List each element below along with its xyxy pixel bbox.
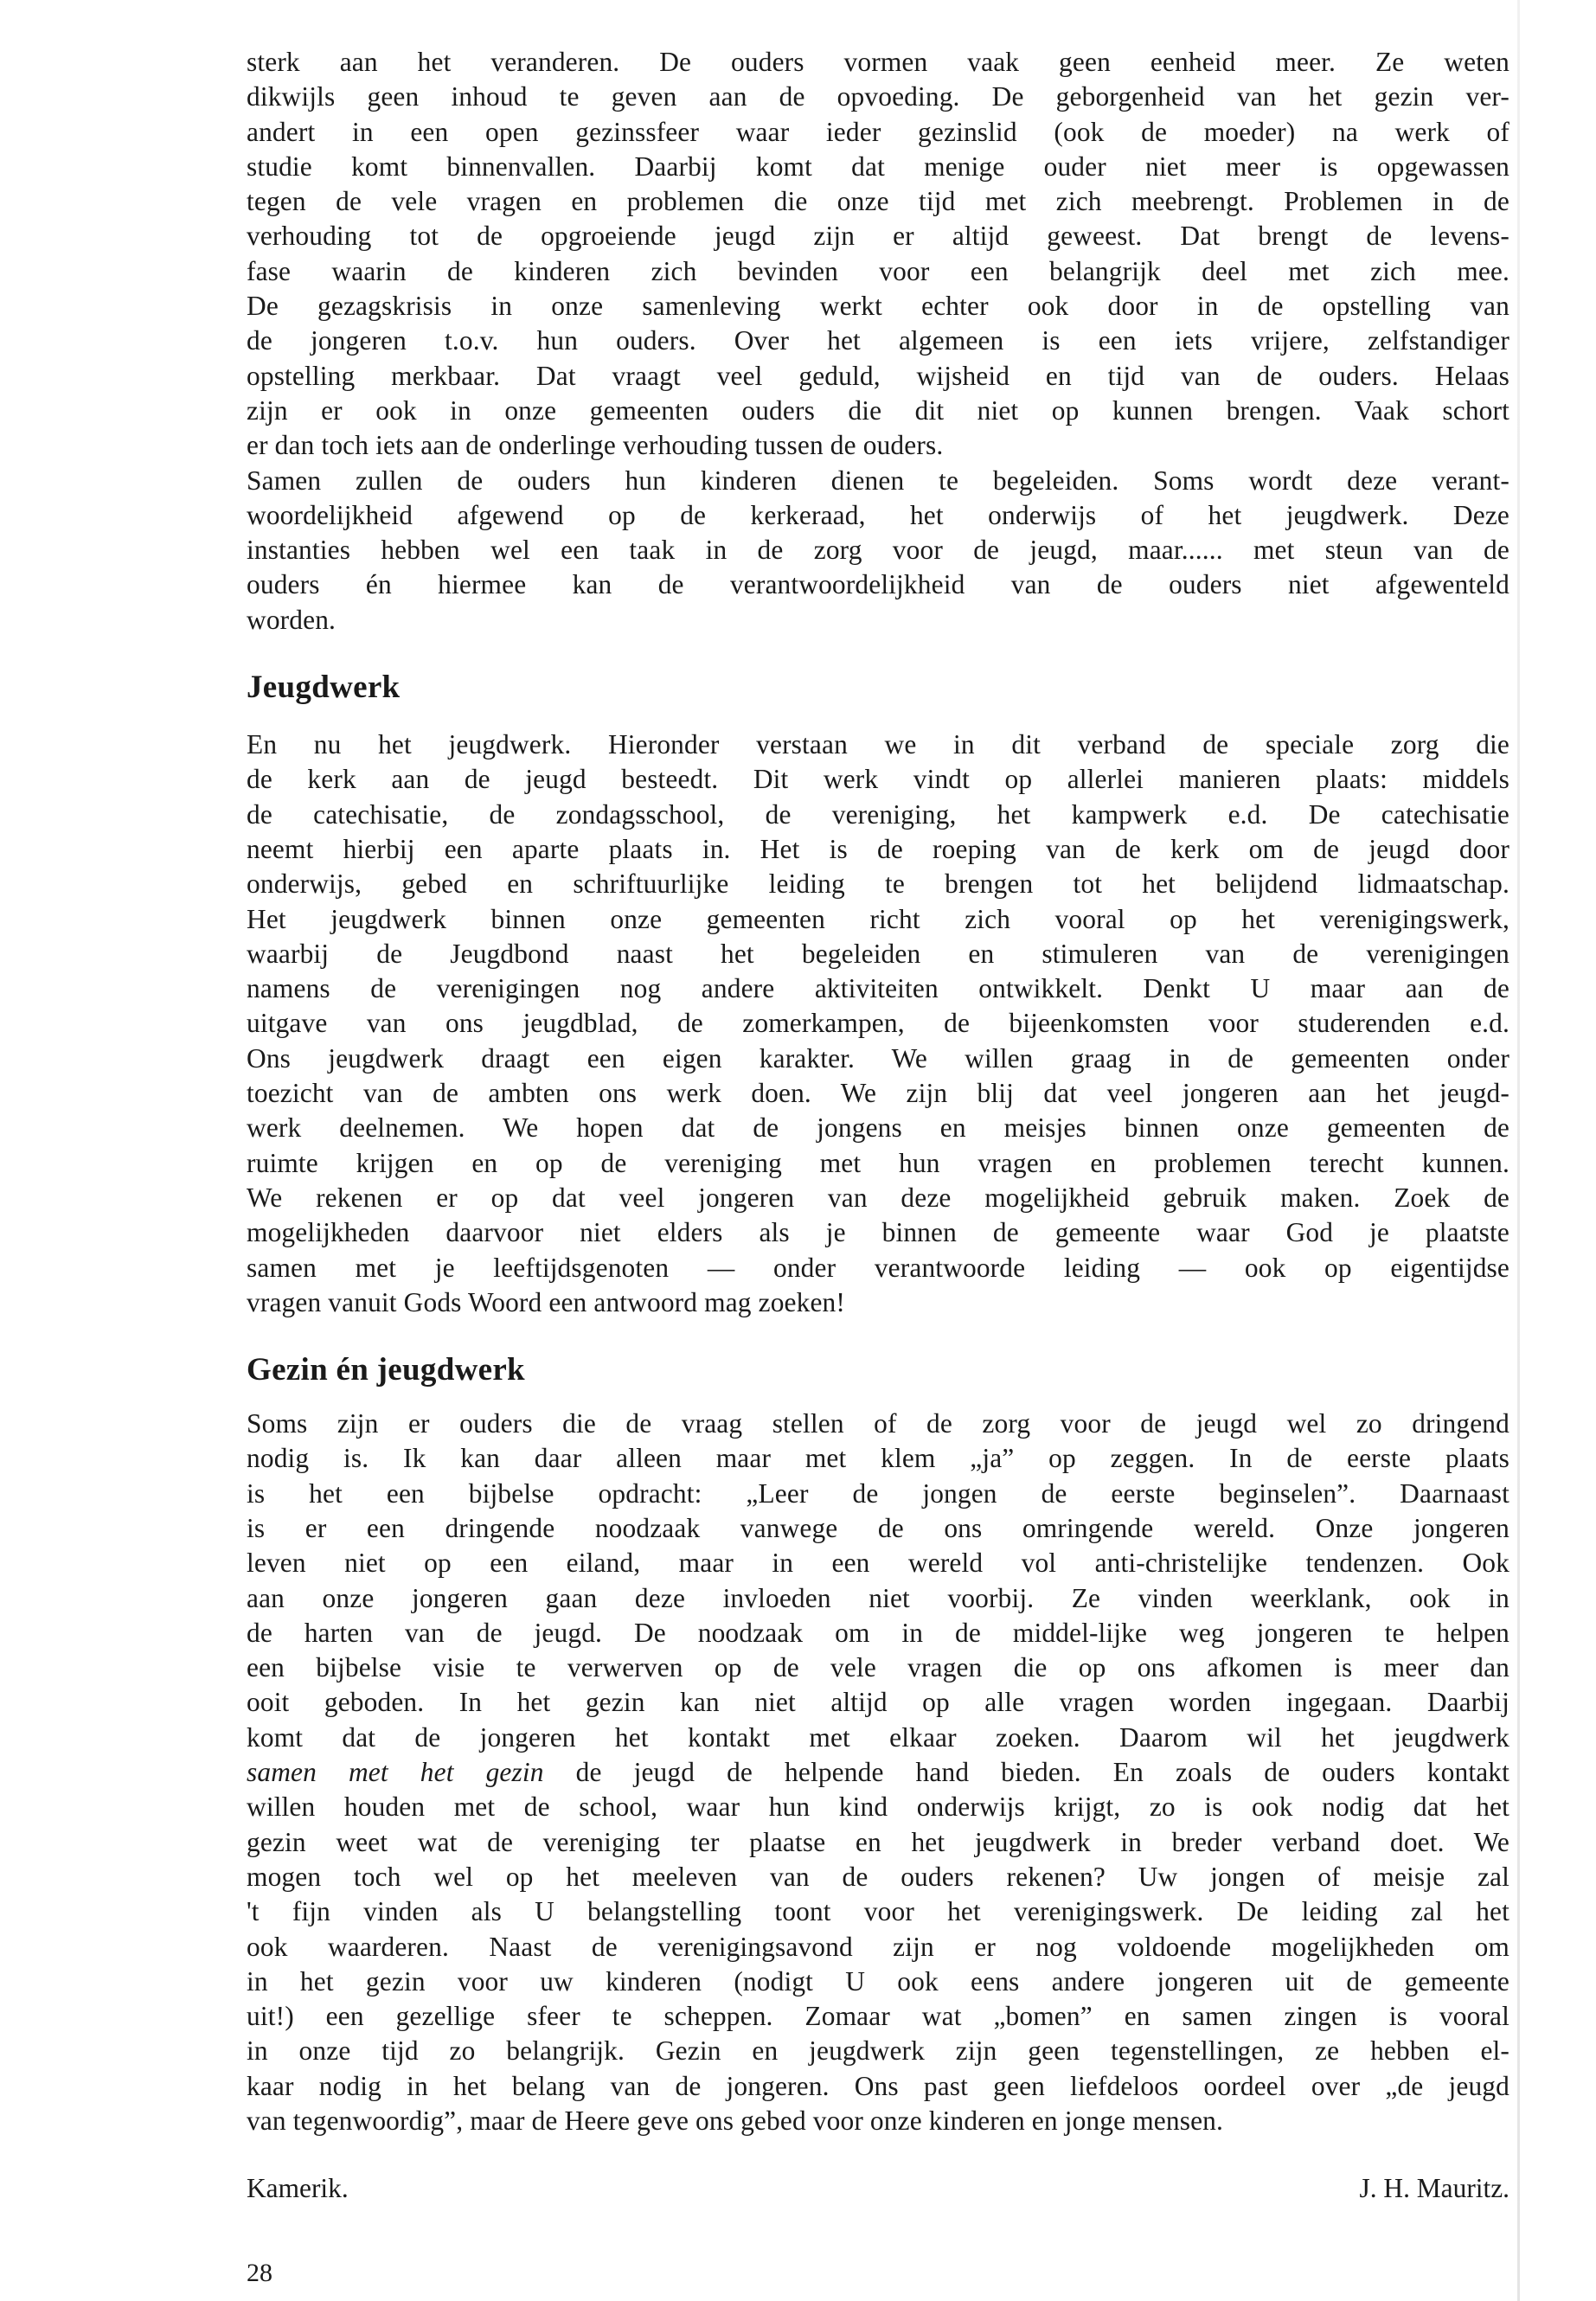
paragraph-line: gezin weet wat de vereniging ter plaatse en het jeugdwerk in breder verband doet. We [247, 1826, 1509, 1857]
paragraph-line: fase waarin de kinderen zich bevinden voor een belangrijk deel met zich mee. [247, 255, 1509, 286]
paragraph-line: toezicht van de ambten ons werk doen. We zijn blij dat veel jongeren aan het jeugd- [247, 1078, 1509, 1109]
paragraph-line [247, 1755, 1509, 1790]
page-edge-shadow [1517, 0, 1520, 2301]
section-heading-gezin-en-jeugdwerk: Gezin én jeugdwerk [247, 1352, 525, 1388]
paragraph-line: andert in een open gezinssfeer waar ieder gezinslid (ook de moeder) na werk of [247, 116, 1509, 147]
paragraph-line: verhouding tot de opgroeiende jeugd zijn er altijd geweest. Dat brengt de levens- [247, 221, 1509, 252]
paragraph-line: komt dat de jongeren het kontakt met elkaar zoeken. Daarom wil het jeugdwerk [247, 1721, 1509, 1753]
signoff-author: J. H. Mauritz. [1359, 2173, 1509, 2204]
italic-phrase: samen met het gezin [247, 1757, 544, 1788]
paragraph-line: 't fijn vinden als U belangstelling toont voor het verenigingswerk. De leiding zal het [247, 1896, 1509, 1927]
italic-line-rest: de jeugd de helpende hand bieden. En zoals de ouders kontakt [543, 1757, 1509, 1788]
paragraph-line: ruimte krijgen en op de vereniging met hun vragen en problemen terecht kunnen. [247, 1147, 1509, 1178]
paragraph-line: We rekenen er op dat veel jongeren van deze mogelijkheid gebruik maken. Zoek de [247, 1182, 1509, 1213]
paragraph-line: de harten van de jeugd. De noodzaak om in de middel-lijke weg jongeren te helpen [247, 1617, 1509, 1648]
paragraph-line: vragen vanuit Gods Woord een antwoord mag zoeken! [247, 1286, 846, 1317]
paragraph-line: nodig is. Ik kan daar alleen maar met klem „ja” op zeggen. In de eerste plaats [247, 1443, 1509, 1474]
paragraph-line: zijn er ook in onze gemeenten ouders die dit niet op kunnen brengen. Vaak schort [247, 394, 1509, 426]
gezin-jeugdwerk-paragraph [247, 1407, 1509, 2138]
paragraph-line: mogen toch wel op het meeleven van de ouders rekenen? Uw jongen of meisje zal [247, 1861, 1509, 1892]
paragraph-line: En nu het jeugdwerk. Hieronder verstaan we in dit verband de speciale zorg die [247, 729, 1509, 760]
paragraph-line: tegen de vele vragen en problemen die onze tijd met zich meebrengt. Problemen in de [247, 186, 1509, 217]
paragraph-line: uit!) een gezellige sfeer te scheppen. Zomaar wat „bomen” en samen zingen is vooral [247, 2001, 1509, 2032]
paragraph-line: onderwijs, gebed en schriftuurlijke leiding te brengen tot het belijdend lidmaatschap. [247, 868, 1509, 900]
paragraph-line: neemt hierbij een aparte plaats in. Het is de roeping van de kerk om de jeugd door [247, 833, 1509, 864]
section-heading-jeugdwerk: Jeugdwerk [247, 670, 401, 706]
paragraph-line: mogelijkheden daarvoor niet elders als je binnen de gemeente waar God je plaatste [247, 1217, 1509, 1248]
paragraph-line: in onze tijd zo belangrijk. Gezin en jeugdwerk zijn geen tegenstellingen, ze hebben el- [247, 2035, 1509, 2067]
paragraph-line: ouders én hiermee kan de verantwoordelijkheid van de ouders niet afgewenteld [247, 569, 1509, 600]
paragraph-line: willen houden met de school, waar hun kind onderwijs krijgt, zo is ook nodig dat het [247, 1791, 1509, 1823]
paragraph-line: dikwijls geen inhoud te geven aan de opvoeding. De geborgenheid van het gezin ver- [247, 81, 1509, 112]
signoff-place: Kamerik. [247, 2173, 349, 2204]
text-column [247, 45, 1509, 2289]
paragraph-line: er dan toch iets aan de onderlinge verhouding tussen de ouders. [247, 430, 944, 461]
page-number: 28 [247, 2259, 272, 2288]
paragraph-line: leven niet op een eiland, maar in een wereld vol anti-christelijke tendenzen. Ook [247, 1548, 1509, 1579]
paragraph-line: van tegenwoordig”, maar de Heere geve ons gebed voor onze kinderen en jonge mensen. [247, 2106, 1223, 2137]
paragraph-line: instanties hebben wel een taak in de zorg voor de jeugd, maar...... met steun van de [247, 535, 1509, 566]
paragraph-line: opstelling merkbaar. Dat vraagt veel geduld, wijsheid en tijd van de ouders. Helaas [247, 360, 1509, 391]
paragraph-line: aan onze jongeren gaan deze invloeden niet voorbij. Ze vinden weerklank, ook in [247, 1582, 1509, 1613]
paragraph-line: De gezagskrisis in onze samenleving werkt echter ook door in de opstelling van [247, 291, 1509, 322]
paragraph-line: ooit geboden. In het gezin kan niet altijd op alle vragen worden ingegaan. Daarbij [247, 1687, 1509, 1718]
paragraph-line: is er een dringende noodzaak vanwege de ons omringende wereld. Onze jongeren [247, 1512, 1509, 1543]
paragraph-line: de jongeren t.o.v. hun ouders. Over het algemeen is een iets vrijere, zelfstandiger [247, 325, 1509, 356]
paragraph-line: uitgave van ons jeugdblad, de zomerkampen, de bijeenkomsten voor studerenden e.d. [247, 1008, 1509, 1039]
intro-paragraph-2 [247, 464, 1509, 638]
paragraph-line: Ons jeugdwerk draagt een eigen karakter. We willen graag in de gemeenten onder [247, 1042, 1509, 1074]
paragraph-line: studie komt binnenvallen. Daarbij komt dat menige ouder niet meer is opgewassen [247, 151, 1509, 182]
paragraph-line: worden. [247, 604, 337, 635]
paragraph-line: de kerk aan de jeugd besteedt. Dit werk vindt op allerlei manieren plaats: middels [247, 764, 1509, 795]
signoff [247, 2171, 1509, 2206]
paragraph-line: de catechisatie, de zondagsschool, de vereniging, het kampwerk e.d. De catechisatie [247, 798, 1509, 830]
paragraph-line: namens de verenigingen nog andere aktiviteiten ontwikkelt. Denkt U maar aan de [247, 973, 1509, 1004]
paragraph-line: in het gezin voor uw kinderen (nodigt U ook eens andere jongeren uit de gemeente [247, 1965, 1509, 1997]
paragraph-line: waarbij de Jeugdbond naast het begeleiden en stimuleren van de verenigingen [247, 938, 1509, 969]
paragraph-line: woordelijkheid afgewend op de kerkeraad, het onderwijs of het jeugdwerk. Deze [247, 499, 1509, 530]
paragraph-line: samen met je leeftijdsgenoten — onder verantwoorde leiding — ook op eigentijdse [247, 1252, 1509, 1283]
paragraph-line: werk deelnemen. We hopen dat de jongens en meisjes binnen onze gemeenten de [247, 1112, 1509, 1144]
paragraph-line: Het jeugdwerk binnen onze gemeenten richt zich vooral op het verenigingswerk, [247, 903, 1509, 934]
paragraph-line: is het een bijbelse opdracht: „Leer de jongen de eerste beginselen”. Daarnaast [247, 1477, 1509, 1509]
paragraph-line: een bijbelse visie te verwerven op de vele vragen die op ons afkomen is meer dan [247, 1652, 1509, 1683]
paragraph-line: ook waarderen. Naast de verenigingsavond zijn er nog voldoende mogelijkheden om [247, 1931, 1509, 1962]
paragraph-line: sterk aan het veranderen. De ouders vormen vaak geen eenheid meer. Ze weten [247, 47, 1509, 77]
paragraph-line: kaar nodig in het belang van de jongeren. Ons past geen liefdeloos oordeel over „de jeugd [247, 2070, 1509, 2101]
paragraph-line: Soms zijn er ouders die de vraag stellen of de zorg voor de jeugd wel zo dringend [247, 1408, 1509, 1439]
paragraph-line: Samen zullen de ouders hun kinderen dienen te begeleiden. Soms wordt deze verant- [247, 465, 1509, 496]
intro-paragraph-1 [247, 45, 1509, 464]
jeugdwerk-paragraph [247, 727, 1509, 1320]
